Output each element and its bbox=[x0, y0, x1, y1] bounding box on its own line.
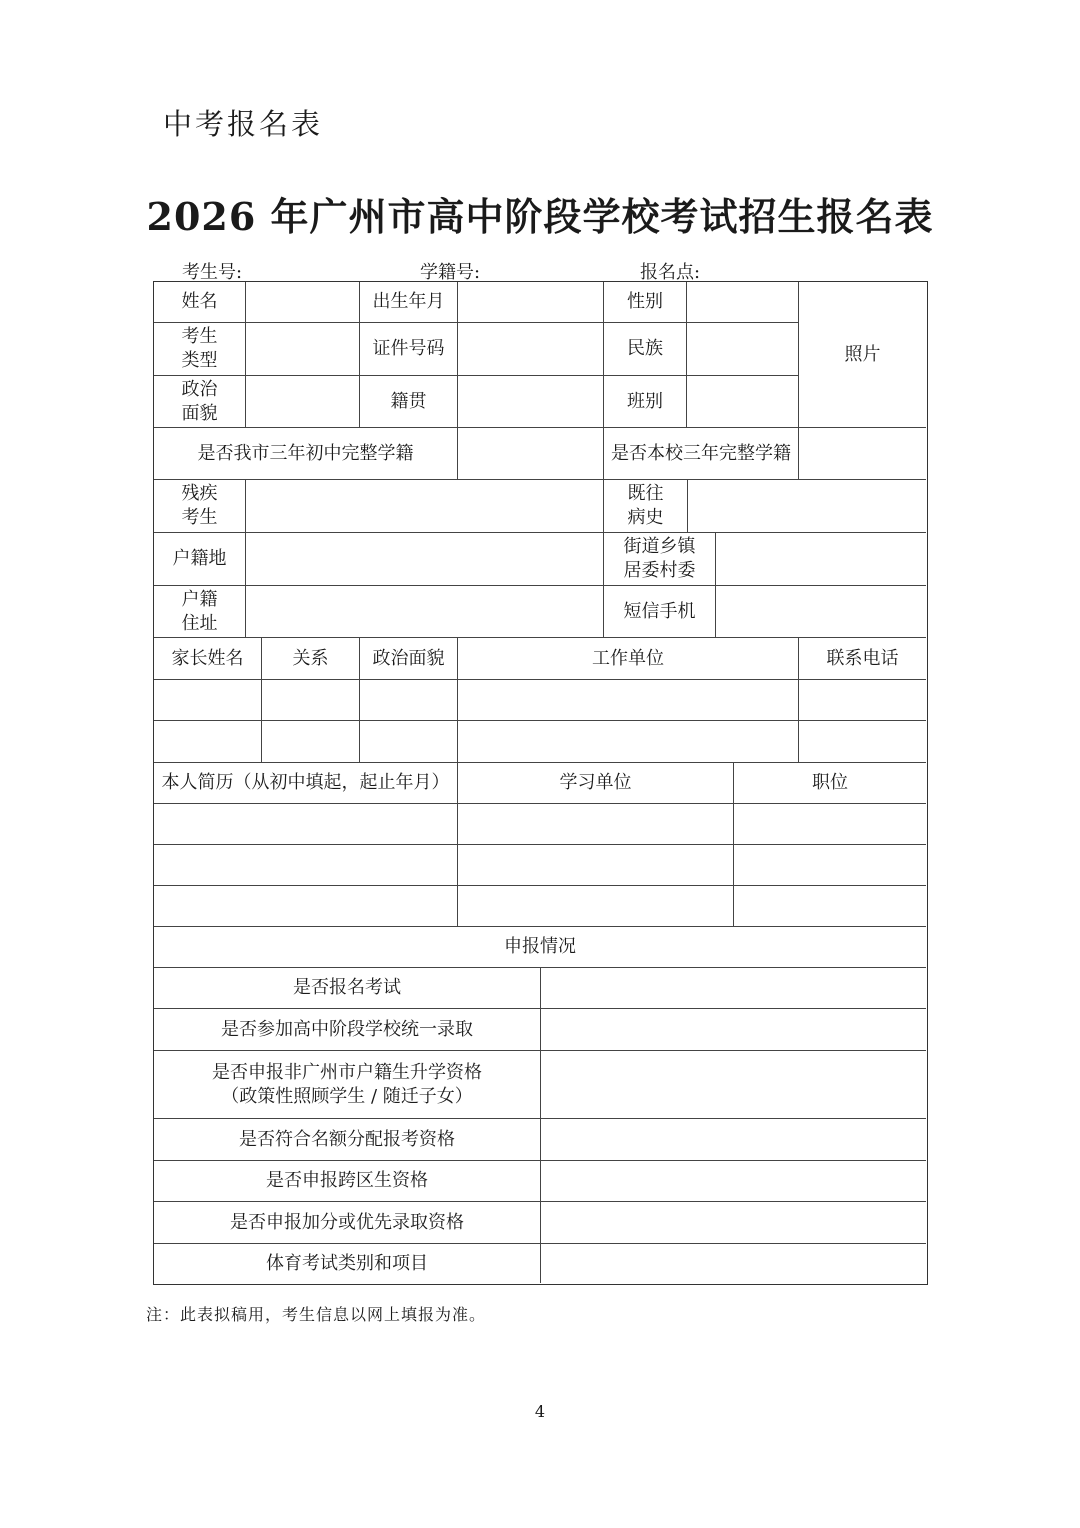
resume-row-1-period[interactable] bbox=[154, 804, 458, 845]
ethnicity-label: 民族 bbox=[604, 323, 687, 376]
resume-header-school: 学习单位 bbox=[458, 763, 734, 804]
declaration-unified-admission-label: 是否参加高中阶段学校统一录取 bbox=[154, 1009, 541, 1051]
declaration-non-local-label: 是否申报非广州市户籍生升学资格 （政策性照顾学生 / 随迁子女） bbox=[154, 1051, 541, 1119]
street-town-label: 街道乡镇 居委村委 bbox=[604, 533, 716, 586]
ethnicity-field[interactable] bbox=[687, 323, 799, 376]
family-header-political: 政治面貌 bbox=[360, 638, 458, 680]
registration-form-table bbox=[153, 281, 928, 1285]
declaration-quota-field[interactable] bbox=[541, 1119, 926, 1161]
form-title: 2026 年广州市高中阶段学校考试招生报名表 bbox=[146, 194, 934, 239]
street-town-field[interactable] bbox=[716, 533, 926, 586]
declaration-cross-district-field[interactable] bbox=[541, 1161, 926, 1202]
household-place-field[interactable] bbox=[246, 533, 604, 586]
family-row-1-name[interactable] bbox=[154, 680, 262, 721]
city-3yr-enrollment-field[interactable] bbox=[458, 428, 604, 480]
gender-label: 性别 bbox=[604, 282, 687, 323]
family-row-1-phone[interactable] bbox=[799, 680, 926, 721]
family-row-2-name[interactable] bbox=[154, 721, 262, 763]
id-number-field[interactable] bbox=[458, 323, 604, 376]
family-row-2-work-unit[interactable] bbox=[458, 721, 799, 763]
family-row-2-relation[interactable] bbox=[262, 721, 360, 763]
declaration-unified-admission-field[interactable] bbox=[541, 1009, 926, 1051]
family-header-name: 家长姓名 bbox=[154, 638, 262, 680]
family-header-phone: 联系电话 bbox=[799, 638, 926, 680]
native-place-label: 籍贯 bbox=[360, 376, 458, 428]
document-heading: 中考报名表 bbox=[163, 107, 324, 141]
political-status-field[interactable] bbox=[246, 376, 360, 428]
resume-row-3-school[interactable] bbox=[458, 886, 734, 927]
name-label: 姓名 bbox=[154, 282, 246, 323]
declaration-exam-field[interactable] bbox=[541, 968, 926, 1009]
declaration-non-local-field[interactable] bbox=[541, 1051, 926, 1119]
school-3yr-enrollment-field[interactable] bbox=[799, 428, 926, 480]
resume-row-3-period[interactable] bbox=[154, 886, 458, 927]
family-row-2-phone[interactable] bbox=[799, 721, 926, 763]
city-3yr-enrollment-label: 是否我市三年初中完整学籍 bbox=[154, 428, 458, 480]
name-field[interactable] bbox=[246, 282, 360, 323]
resume-row-2-school[interactable] bbox=[458, 845, 734, 886]
candidate-number-label: 考生号: bbox=[182, 262, 243, 283]
family-row-1-relation[interactable] bbox=[262, 680, 360, 721]
candidate-type-label: 考生 类型 bbox=[154, 323, 246, 376]
resume-header-position: 职位 bbox=[734, 763, 926, 804]
declaration-pe-label: 体育考试类别和项目 bbox=[154, 1244, 541, 1283]
medical-history-label: 既往 病史 bbox=[604, 480, 688, 533]
class-field[interactable] bbox=[687, 376, 799, 428]
sms-phone-field[interactable] bbox=[716, 586, 926, 638]
resume-row-2-position[interactable] bbox=[734, 845, 926, 886]
sms-phone-label: 短信手机 bbox=[604, 586, 716, 638]
family-header-relation: 关系 bbox=[262, 638, 360, 680]
resume-row-3-position[interactable] bbox=[734, 886, 926, 927]
photo-box[interactable]: 照片 bbox=[799, 282, 926, 428]
declaration-quota-label: 是否符合名额分配报考资格 bbox=[154, 1119, 541, 1161]
declaration-bonus-label: 是否申报加分或优先录取资格 bbox=[154, 1202, 541, 1244]
school-3yr-enrollment-label: 是否本校三年完整学籍 bbox=[604, 428, 799, 480]
family-row-1-work-unit[interactable] bbox=[458, 680, 799, 721]
declaration-cross-district-label: 是否申报跨区生资格 bbox=[154, 1161, 541, 1202]
birth-field[interactable] bbox=[458, 282, 604, 323]
resume-row-1-school[interactable] bbox=[458, 804, 734, 845]
medical-history-field[interactable] bbox=[688, 480, 926, 533]
family-row-2-political[interactable] bbox=[360, 721, 458, 763]
household-address-label: 户籍 住址 bbox=[154, 586, 246, 638]
household-address-field[interactable] bbox=[246, 586, 604, 638]
class-label: 班别 bbox=[604, 376, 687, 428]
id-number-label: 证件号码 bbox=[360, 323, 458, 376]
household-place-label: 户籍地 bbox=[154, 533, 246, 586]
family-header-work-unit: 工作单位 bbox=[458, 638, 799, 680]
disabled-candidate-field[interactable] bbox=[246, 480, 604, 533]
declaration-title: 申报情况 bbox=[154, 927, 926, 968]
native-place-field[interactable] bbox=[458, 376, 604, 428]
declaration-exam-label: 是否报名考试 bbox=[154, 968, 541, 1009]
registration-point-label: 报名点: bbox=[640, 262, 701, 283]
resume-row-2-period[interactable] bbox=[154, 845, 458, 886]
student-id-label: 学籍号: bbox=[420, 262, 481, 283]
political-status-label: 政治 面貌 bbox=[154, 376, 246, 428]
declaration-bonus-field[interactable] bbox=[541, 1202, 926, 1244]
disabled-candidate-label: 残疾 考生 bbox=[154, 480, 246, 533]
candidate-type-field[interactable] bbox=[246, 323, 360, 376]
family-row-1-political[interactable] bbox=[360, 680, 458, 721]
resume-row-1-position[interactable] bbox=[734, 804, 926, 845]
page-number: 4 bbox=[534, 1402, 546, 1421]
resume-header-period: 本人简历（从初中填起，起止年月） bbox=[154, 763, 458, 804]
gender-field[interactable] bbox=[687, 282, 799, 323]
declaration-pe-field[interactable] bbox=[541, 1244, 926, 1283]
birth-label: 出生年月 bbox=[360, 282, 458, 323]
footnote: 注：此表拟稿用，考生信息以网上填报为准。 bbox=[146, 1305, 487, 1324]
